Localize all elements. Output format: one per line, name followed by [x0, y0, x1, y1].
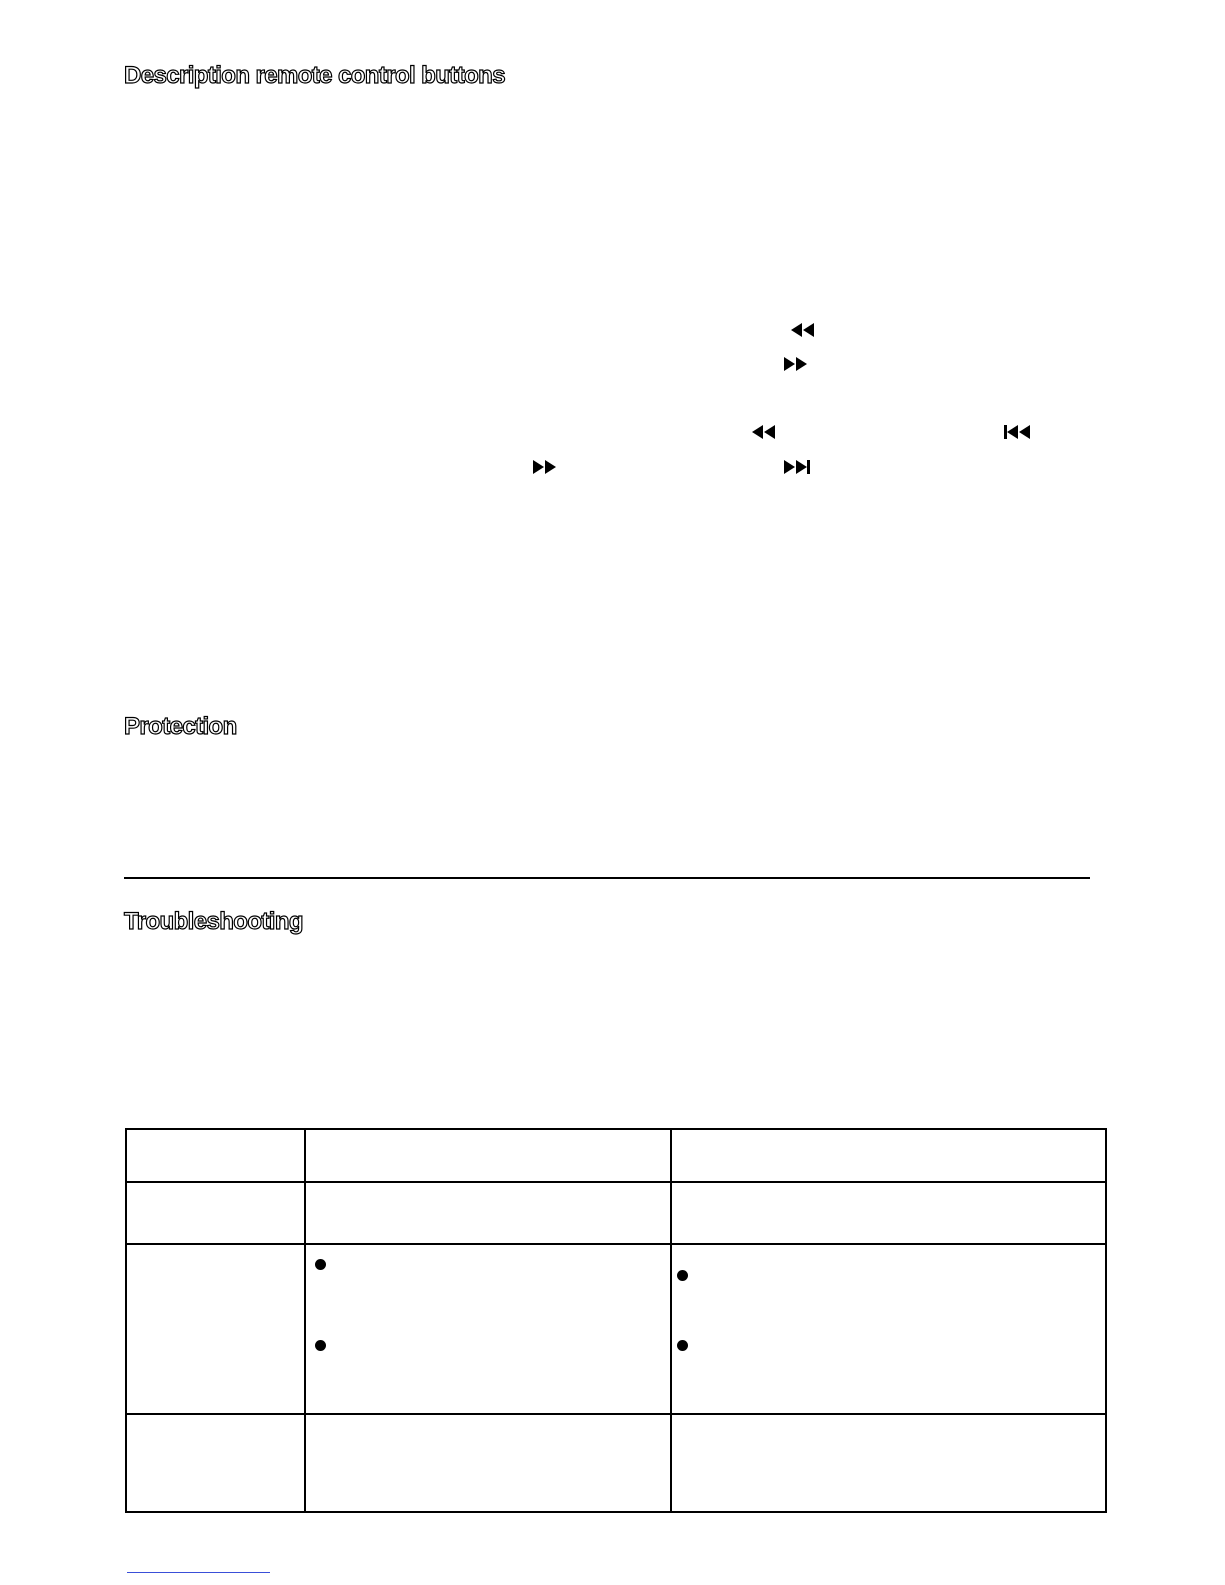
table-row	[126, 1244, 1106, 1414]
table-cell	[305, 1182, 671, 1244]
table-cell	[671, 1182, 1106, 1244]
skip-next-icon	[783, 459, 811, 475]
footer-link-underline	[127, 1572, 270, 1573]
header-cell-problem	[126, 1129, 305, 1182]
skip-previous-icon	[1003, 424, 1031, 440]
table-cell	[671, 1414, 1106, 1512]
fast-forward-icon	[783, 356, 808, 372]
bullet-icon	[315, 1259, 326, 1270]
heading-remote-control-buttons: Description remote control buttons	[124, 62, 505, 89]
heading-protection: Protection	[124, 713, 237, 740]
table-row	[126, 1182, 1106, 1244]
bullet-icon	[677, 1270, 688, 1281]
rewind-icon	[751, 424, 776, 440]
rewind-icon	[790, 322, 815, 338]
table-cell	[305, 1414, 671, 1512]
header-cell-cause	[305, 1129, 671, 1182]
table-cell	[671, 1244, 1106, 1414]
section-divider	[124, 877, 1090, 879]
table-cell	[126, 1182, 305, 1244]
table-cell	[126, 1244, 305, 1414]
table-header-row	[126, 1129, 1106, 1182]
header-cell-solution	[671, 1129, 1106, 1182]
heading-troubleshooting: Troubleshooting	[124, 908, 303, 935]
table-row	[126, 1414, 1106, 1512]
bullet-icon	[677, 1340, 688, 1351]
bullet-icon	[315, 1340, 326, 1351]
table-cell	[305, 1244, 671, 1414]
fast-forward-icon	[532, 459, 557, 475]
table-cell	[126, 1414, 305, 1512]
troubleshooting-table	[125, 1128, 1107, 1513]
